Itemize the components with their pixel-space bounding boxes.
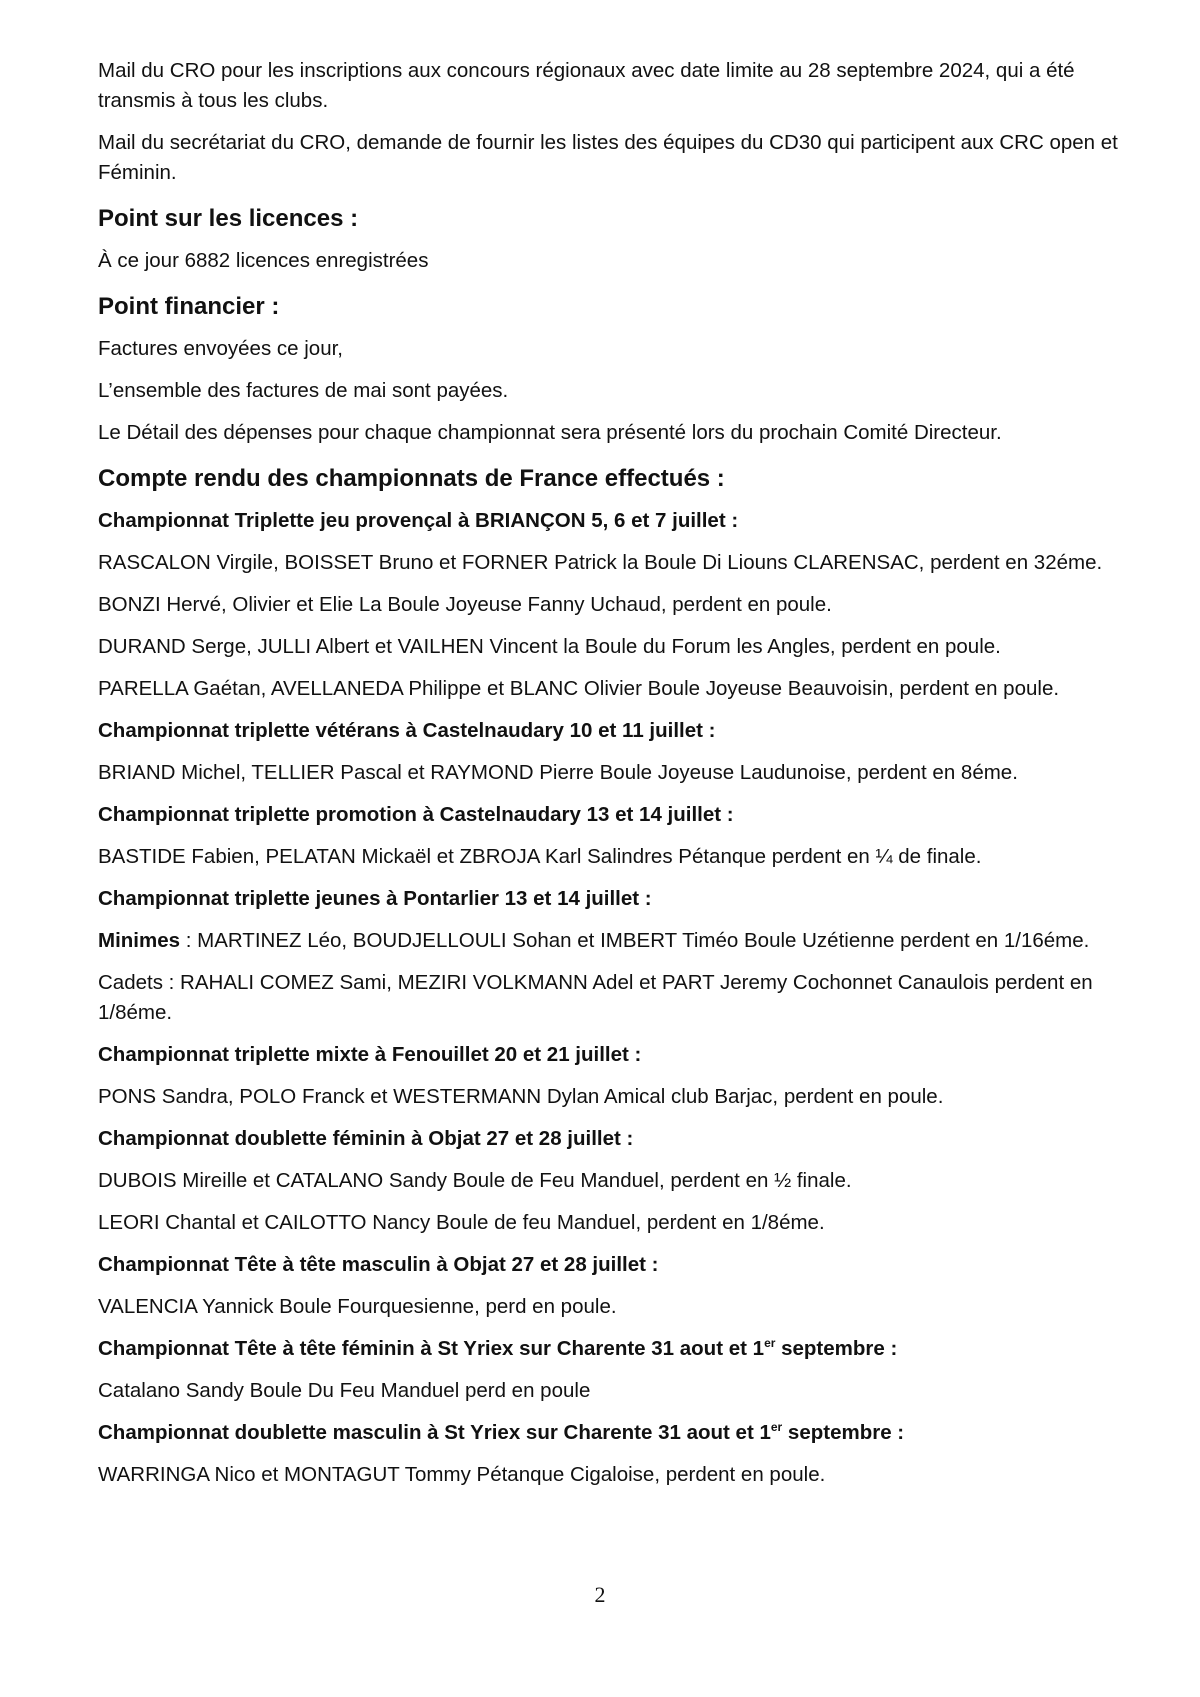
result-line: BONZI Hervé, Olivier et Elie La Boule Joyeuse Fanny Uchaud, perdent en poule. <box>98 593 832 616</box>
financier-line-3: Le Détail des dépenses pour chaque championnat sera présenté lors du prochain Comité Directeur. <box>98 421 1002 444</box>
page-content <box>98 56 1118 1502</box>
title-text: Championnat doublette masculin à St Yriex sur Charente 31 aout et 1 <box>98 1421 771 1444</box>
championship-title-doublette-masculin <box>98 1418 1118 1448</box>
result-line: VALENCIA Yannick Boule Fourquesienne, perd en poule. <box>98 1295 617 1318</box>
result-line: BRIAND Michel, TELLIER Pascal et RAYMOND Pierre Boule Joyeuse Laudunoise, perdent en 8éme. <box>98 761 1018 784</box>
licences-text: À ce jour 6882 licences enregistrées <box>98 249 429 272</box>
championship-title-jeunes: Championnat triplette jeunes à Pontarlier 13 et 14 juillet : <box>98 887 652 910</box>
result-line: LEORI Chantal et CAILOTTO Nancy Boule de feu Manduel, perdent en 1/8éme. <box>98 1211 825 1234</box>
result-line: PONS Sandra, POLO Franck et WESTERMANN Dylan Amical club Barjac, perdent en poule. <box>98 1085 944 1108</box>
result-line: Catalano Sandy Boule Du Feu Manduel perd en poule <box>98 1379 591 1402</box>
championship-title-tete-a-tete-masculin: Championnat Tête à tête masculin à Objat 27 et 28 juillet : <box>98 1253 659 1276</box>
championship-title-doublette-feminin: Championnat doublette féminin à Objat 27 et 28 juillet : <box>98 1127 634 1150</box>
result-line: PARELLA Gaétan, AVELLANEDA Philippe et BLANC Olivier Boule Joyeuse Beauvoisin, perdent en poule. <box>98 677 1060 700</box>
result-line: RASCALON Virgile, BOISSET Bruno et FORNER Patrick la Boule Di Liouns CLARENSAC, perdent en 32éme. <box>98 551 1103 574</box>
result-line: DURAND Serge, JULLI Albert et VAILHEN Vincent la Boule du Forum les Angles, perdent en poule. <box>98 635 1001 658</box>
financier-line-2: L’ensemble des factures de mai sont payées. <box>98 379 509 402</box>
result-line: BASTIDE Fabien, PELATAN Mickaël et ZBROJA Karl Salindres Pétanque perdent en ¼ de finale. <box>98 845 982 868</box>
minimes-text: : MARTINEZ Léo, BOUDJELLOULI Sohan et IMBERT Timéo Boule Uzétienne perdent en 1/16éme. <box>180 929 1090 952</box>
result-line: WARRINGA Nico et MONTAGUT Tommy Pétanque Cigaloise, perdent en poule. <box>98 1463 826 1486</box>
section-heading-financier: Point financier : <box>98 293 280 320</box>
financier-line-1: Factures envoyées ce jour, <box>98 337 343 360</box>
championship-title-tete-a-tete-feminin <box>98 1334 1118 1364</box>
result-line-minimes <box>98 926 1118 956</box>
intro-paragraph-1: Mail du CRO pour les inscriptions aux concours régionaux avec date limite au 28 septembre 2024, qui a été transmis à tous les clubs. <box>98 59 1075 112</box>
title-text-end: septembre : <box>775 1337 898 1360</box>
minimes-label: Minimes <box>98 929 181 952</box>
ordinal-superscript: er <box>764 1336 776 1351</box>
championship-title-promotion: Championnat triplette promotion à Castelnaudary 13 et 14 juillet : <box>98 803 734 826</box>
section-heading-compte-rendu: Compte rendu des championnats de France effectués : <box>98 465 725 492</box>
page-number: 2 <box>594 1582 606 1607</box>
result-line: DUBOIS Mireille et CATALANO Sandy Boule de Feu Manduel, perdent en ½ finale. <box>98 1169 852 1192</box>
result-line-cadets: Cadets : RAHALI COMEZ Sami, MEZIRI VOLKMANN Adel et PART Jeremy Cochonnet Canaulois perdent en 1/8éme. <box>98 971 1093 1024</box>
championship-title-mixte: Championnat triplette mixte à Fenouillet 20 et 21 juillet : <box>98 1043 642 1066</box>
ordinal-superscript: er <box>770 1420 783 1435</box>
title-text: Championnat Tête à tête féminin à St Yriex sur Charente 31 aout et 1 <box>98 1337 765 1360</box>
section-heading-licences: Point sur les licences : <box>98 205 359 232</box>
title-text-end: septembre : <box>782 1421 905 1444</box>
championship-title-veterans: Championnat triplette vétérans à Castelnaudary 10 et 11 juillet : <box>98 719 716 742</box>
intro-paragraph-2: Mail du secrétariat du CRO, demande de fournir les listes des équipes du CD30 qui participent aux CRC open et Féminin. <box>98 131 1118 184</box>
championship-title-triplette-provencal: Championnat Triplette jeu provençal à BRIANÇON 5, 6 et 7 juillet : <box>98 509 739 532</box>
